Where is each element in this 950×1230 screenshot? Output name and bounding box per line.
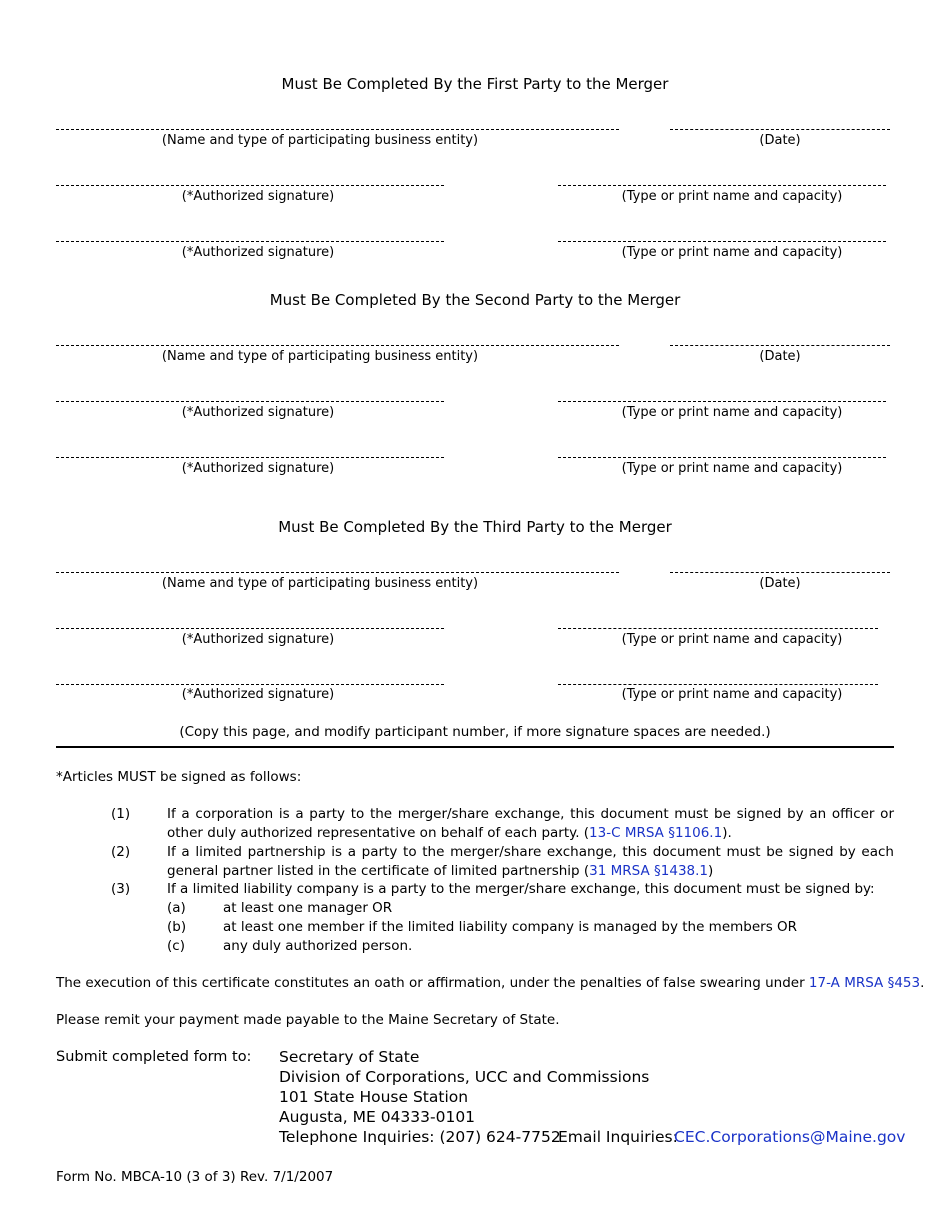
entity-name-line[interactable] (56, 129, 619, 130)
print-name-line[interactable] (558, 241, 886, 242)
address-line: Division of Corporations, UCC and Commissions (279, 1068, 650, 1086)
signature-caption: (*Authorized signature) (181, 405, 335, 420)
signature-line[interactable] (56, 684, 444, 685)
item-number: (3) (111, 881, 131, 897)
signature-caption: (*Authorized signature) (181, 189, 335, 204)
signature-caption: (*Authorized signature) (181, 632, 335, 647)
payment-note: Please remit your payment made payable to the Maine Secretary of State. (56, 1012, 560, 1028)
section-3-heading: Must Be Completed By the Third Party to the Merger (278, 518, 672, 536)
entity-caption: (Name and type of participating business entity) (161, 349, 479, 364)
signature-line[interactable] (56, 628, 444, 629)
print-name-line[interactable] (558, 628, 878, 629)
section-2-heading: Must Be Completed By the Second Party to the Merger (269, 291, 681, 309)
form-number-footer: Form No. MBCA-10 (3 of 3) Rev. 7/1/2007 (56, 1169, 334, 1185)
email-link[interactable]: CEC.Corporations@Maine.gov (674, 1128, 906, 1146)
statute-link-13c[interactable]: 13-C MRSA §1106.1 (589, 825, 723, 841)
print-name-caption: (Type or print name and capacity) (621, 461, 843, 476)
address-line: 101 State House Station (279, 1088, 469, 1106)
print-name-caption: (Type or print name and capacity) (621, 405, 843, 420)
signature-caption: (*Authorized signature) (181, 245, 335, 260)
date-line[interactable] (670, 572, 890, 573)
print-name-caption: (Type or print name and capacity) (621, 632, 843, 647)
print-name-line[interactable] (558, 401, 886, 402)
entity-name-line[interactable] (56, 345, 619, 346)
entity-caption: (Name and type of participating business entity) (161, 576, 479, 591)
print-name-line[interactable] (558, 457, 886, 458)
item-number: (1) (111, 806, 131, 822)
instruction-item-1: If a corporation is a party to the merger/share exchange, this document must be signed by an officer or other duly authorized representative on behalf of each party. (13-C MRSA §1106.1). (167, 806, 894, 841)
signature-caption: (*Authorized signature) (181, 687, 335, 702)
print-name-line[interactable] (558, 684, 878, 685)
print-name-line[interactable] (558, 185, 886, 186)
copy-note: (Copy this page, and modify participant number, if more signature spaces are needed.) (179, 724, 771, 740)
entity-caption: (Name and type of participating business entity) (161, 133, 479, 148)
signature-line[interactable] (56, 241, 444, 242)
entity-name-line[interactable] (56, 572, 619, 573)
address-line: Secretary of State (279, 1048, 420, 1066)
subitem-text: at least one manager OR (223, 900, 393, 916)
section-1-heading: Must Be Completed By the First Party to the Merger (281, 75, 669, 93)
section-divider (56, 746, 894, 748)
instruction-item-2: If a limited partnership is a party to the merger/share exchange, this document must be signed by each general partner listed in the certificate of limited partnership (31 MRSA §1438.1) (167, 844, 894, 879)
date-caption: (Date) (759, 133, 801, 148)
item-number: (2) (111, 844, 131, 860)
date-caption: (Date) (759, 349, 801, 364)
email-inquiries-label: Email Inquiries: (558, 1128, 678, 1146)
subitem-number: (b) (167, 919, 187, 935)
signature-line[interactable] (56, 185, 444, 186)
statute-link-17a[interactable]: 17-A MRSA §453 (808, 975, 921, 991)
oath-statement: The execution of this certificate constitutes an oath or affirmation, under the penalties of false swearing under 17-A MRSA §453. (56, 975, 925, 991)
print-name-caption: (Type or print name and capacity) (621, 189, 843, 204)
subitem-number: (c) (167, 938, 185, 954)
date-line[interactable] (670, 345, 890, 346)
subitem-text: any duly authorized person. (223, 938, 413, 954)
signature-line[interactable] (56, 457, 444, 458)
instruction-item-3: If a limited liability company is a party to the merger/share exchange, this document must be signed by: (167, 881, 875, 897)
address-line: Augusta, ME 04333-0101 (279, 1108, 476, 1126)
telephone-inquiries: Telephone Inquiries: (207) 624-7752 (279, 1128, 561, 1146)
statute-link-31[interactable]: 31 MRSA §1438.1 (589, 863, 709, 879)
date-line[interactable] (670, 129, 890, 130)
signature-caption: (*Authorized signature) (181, 461, 335, 476)
subitem-number: (a) (167, 900, 186, 916)
signature-line[interactable] (56, 401, 444, 402)
submit-label: Submit completed form to: (56, 1049, 252, 1065)
date-caption: (Date) (759, 576, 801, 591)
print-name-caption: (Type or print name and capacity) (621, 245, 843, 260)
signing-instructions-intro: *Articles MUST be signed as follows: (56, 769, 302, 785)
subitem-text: at least one member if the limited liability company is managed by the members OR (223, 919, 798, 935)
print-name-caption: (Type or print name and capacity) (621, 687, 843, 702)
